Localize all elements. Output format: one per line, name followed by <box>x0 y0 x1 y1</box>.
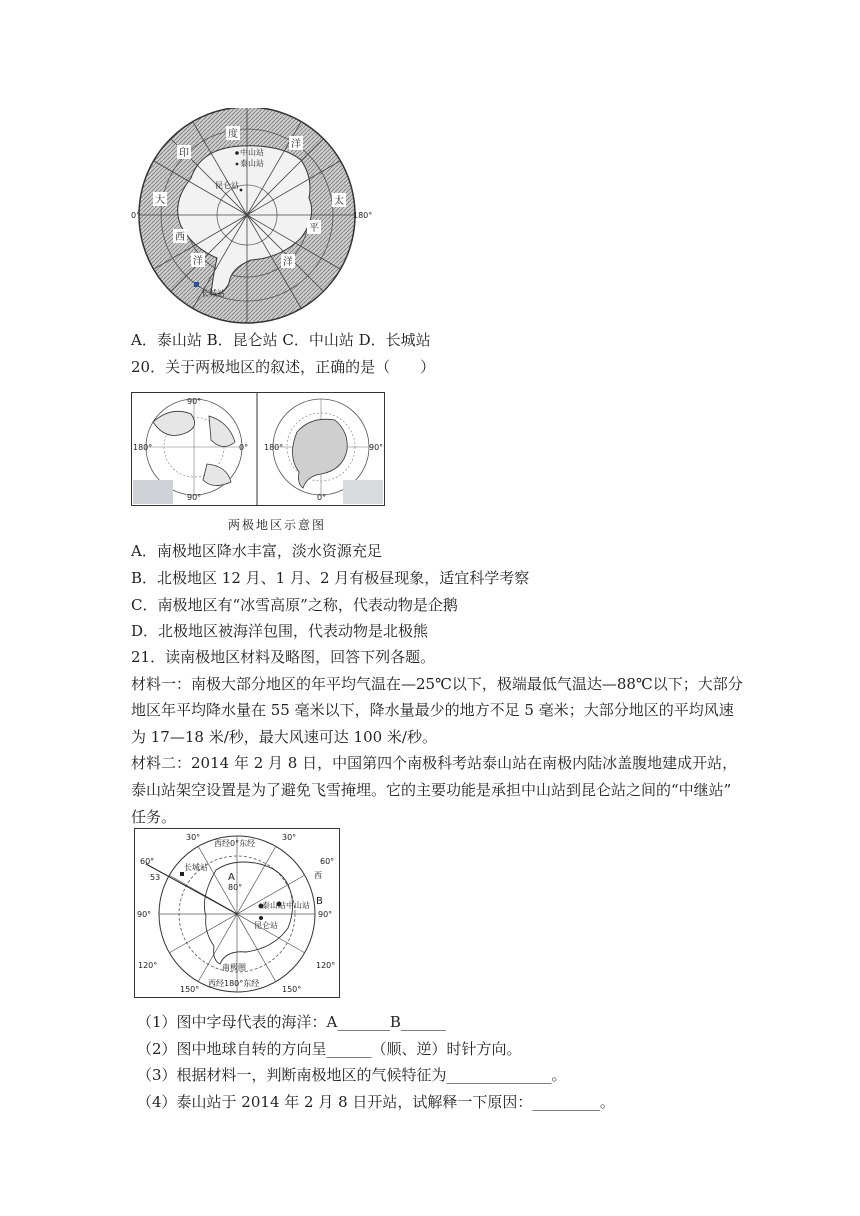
antarctic-deg: 180° <box>264 443 284 452</box>
map-deg: 80° <box>228 883 243 892</box>
q20-option-d: D．北极地区被海洋包围，代表动物是北极熊 <box>131 622 429 640</box>
q21-material1-line: 材料一：南极大部分地区的年平均气温在—25℃以下，极端最低气温达—88℃以下；大部分 <box>131 675 743 693</box>
station-label: 昆仑站 <box>254 921 278 930</box>
antarctica-sketch-map <box>134 828 340 998</box>
map-letter: B <box>316 896 323 907</box>
station-label: 中山站 <box>240 148 264 157</box>
station-label: 长城站 <box>201 289 225 298</box>
q21-material1-line: 地区年平均降水量在 55 毫米以下，降水量最少的地方不足 5 毫米；大部分地区的平均风速 <box>131 701 734 719</box>
q19-options: A．泰山站 B．昆仑站 C．中山站 D．长城站 <box>131 331 431 349</box>
q21-material2-line: 任务。 <box>131 808 177 826</box>
map-deg: 90° <box>137 910 152 919</box>
ocean-char: 太 <box>334 196 344 207</box>
arctic-deg: 90° <box>187 397 202 406</box>
antarctica-sketch-svg <box>134 828 340 998</box>
lon-label: 0° <box>131 211 141 220</box>
q21-sub-4: （4）泰山站于 2014 年 2 月 8 日开站，试解释一下原因：_________。 <box>137 1093 615 1111</box>
ocean-char: 度 <box>228 129 238 140</box>
ocean-char: 平 <box>309 223 319 234</box>
antarctica-stations-map-svg <box>131 108 381 326</box>
q21-stem: 21．读南极地区材料及略图，回答下列各题。 <box>131 648 436 666</box>
arctic-deg: 90° <box>187 493 202 502</box>
ocean-char: 西 <box>175 232 185 243</box>
q21-sub-1: （1）图中字母代表的海洋：A_______B______ <box>137 1013 446 1031</box>
map-deg: 150° <box>282 985 302 994</box>
station-label: 中山站 <box>286 901 310 910</box>
ocean-char: 大 <box>155 195 165 206</box>
station-label: 昆仑站 <box>215 181 239 190</box>
map-deg: 120° <box>316 961 336 970</box>
map-deg: 30° <box>282 833 297 842</box>
map-bottom-label: 西经180°东经 <box>208 979 260 988</box>
station-label: 长城站 <box>184 863 208 872</box>
map-letter: A <box>228 872 235 883</box>
q21-material1-line: 为 17—18 米/秒，最大风速可达 100 米/秒。 <box>131 728 437 746</box>
ocean-char: 印 <box>179 148 189 159</box>
q21-material2-line: 泰山站架空设置是为了避免飞雪掩埋。它的主要功能是承担中山站到昆仑站之间的“中继站” <box>131 781 732 799</box>
q21-sub-2: （2）图中地球自转的方向呈______（顺、逆）时针方向。 <box>137 1040 522 1058</box>
arctic-deg: 0° <box>239 443 249 452</box>
q20-option-c: C．南极地区有“冰雪高原”之称，代表动物是企鹅 <box>131 596 458 614</box>
polar-regions-figure <box>131 392 385 506</box>
antarctic-circle-label: 南极圈 <box>222 963 246 972</box>
q20-option-a: A．南极地区降水丰富，淡水资源充足 <box>131 542 382 560</box>
q20-option-b: B．北极地区 12 月、1 月、2 月有极昼现象，适宜科学考察 <box>131 569 530 587</box>
map-deg: 53 <box>150 873 161 882</box>
station-label: 泰山站 <box>262 901 286 910</box>
map-deg: 60° <box>320 857 335 866</box>
station-label: 泰山站 <box>240 159 264 168</box>
polar-regions-svg <box>131 392 385 506</box>
map-deg: 120° <box>138 961 158 970</box>
antarctic-deg: 0° <box>317 493 327 502</box>
arctic-deg: 180° <box>133 443 153 452</box>
ocean-char: 洋 <box>193 256 203 267</box>
antarctic-deg: 90° <box>369 443 384 452</box>
ocean-char: 洋 <box>291 139 301 150</box>
map-letter: 西 <box>314 871 322 880</box>
map-deg: 60° <box>140 857 155 866</box>
q21-material2-line: 材料二：2014 年 2 月 8 日，中国第四个南极科考站泰山站在南极内陆冰盖腹地建成开站， <box>131 754 738 772</box>
ocean-char: 洋 <box>283 257 293 268</box>
q20-stem: 20．关于两极地区的叙述，正确的是（ ） <box>131 358 436 376</box>
map-deg: 150° <box>180 985 200 994</box>
map-top-label: 西经0°东经 <box>214 839 256 848</box>
antarctica-stations-map <box>131 108 381 326</box>
figure-caption: 两极地区示意图 <box>228 518 327 532</box>
lon-label: 180° <box>353 211 373 220</box>
map-deg: 90° <box>318 910 333 919</box>
map-deg: 30° <box>186 833 201 842</box>
q21-sub-3: （3）根据材料一，判断南极地区的气候特征为______________。 <box>137 1066 567 1084</box>
